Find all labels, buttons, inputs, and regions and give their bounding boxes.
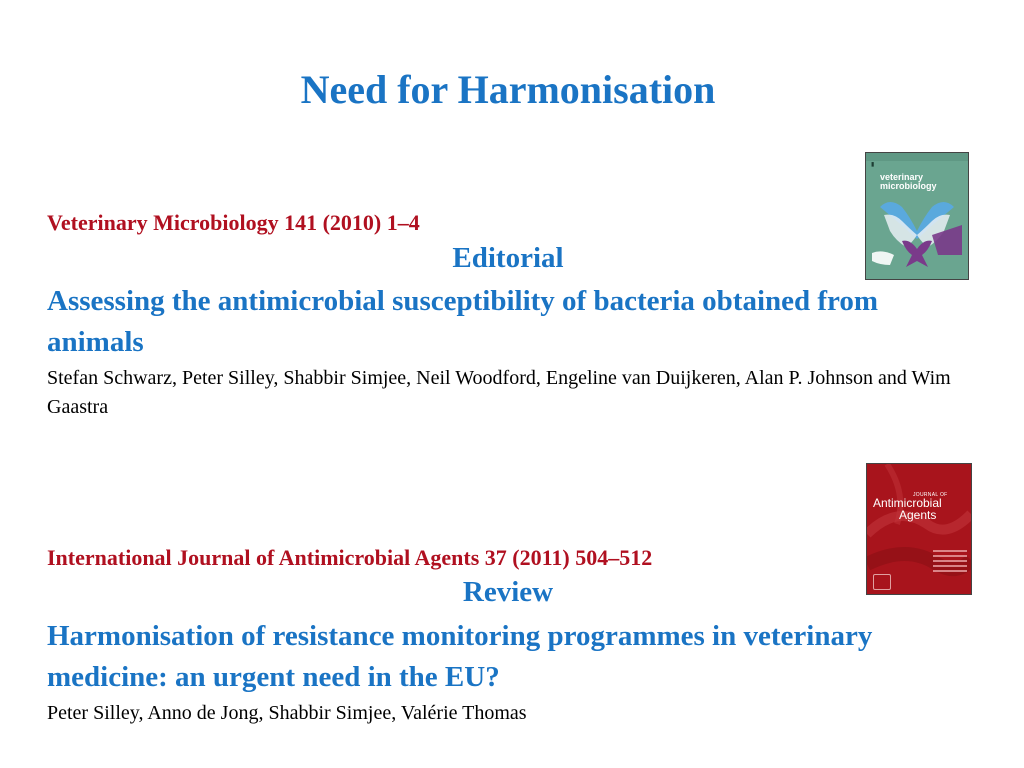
- article-2-authors: Peter Silley, Anno de Jong, Shabbir Simjee, Valérie Thomas: [47, 702, 527, 724]
- cover-top-band: [866, 153, 968, 161]
- article-2-type: Review: [462, 576, 554, 608]
- article-1-type: Editorial: [452, 242, 564, 274]
- cover-text-lines: [933, 550, 967, 575]
- cover-name-line2: microbiology: [880, 181, 937, 191]
- cover-journal-name: [873, 492, 967, 521]
- cover-name-line1: veterinary: [880, 172, 924, 182]
- article-2-title: Harmonisation of resistance monitoring programmes in veterinary medicine: an urgent need in the EU?: [47, 620, 873, 693]
- article-1-authors: Stefan Schwarz, Peter Silley, Shabbir Simjee, Neil Woodford, Engeline van Duijkeren, Alan P. Johnson and Wim Gaastra: [47, 367, 951, 418]
- slide-title: Need for Harmonisation: [300, 67, 716, 112]
- cover-name-line3: Agents: [899, 508, 937, 522]
- article-2-reference: International Journal of Antimicrobial Agents 37 (2011) 504–512: [47, 545, 653, 570]
- cover-name-line2: Antimicrobial: [873, 496, 942, 510]
- cover-journal-name: [880, 173, 964, 191]
- article-1-title: Assessing the antimicrobial susceptibility of bacteria obtained from animals: [47, 285, 879, 358]
- antimicrobial-agents-cover-image: [866, 463, 972, 595]
- publisher-logo-icon: ▮: [871, 162, 875, 168]
- article-1-reference: Veterinary Microbiology 141 (2010) 1–4: [47, 210, 420, 235]
- publisher-seal-icon: [873, 574, 891, 590]
- cover-name-line1: JOURNAL OF: [913, 492, 948, 498]
- cover-artwork-icon: [872, 195, 962, 277]
- veterinary-microbiology-cover-image: [865, 152, 969, 280]
